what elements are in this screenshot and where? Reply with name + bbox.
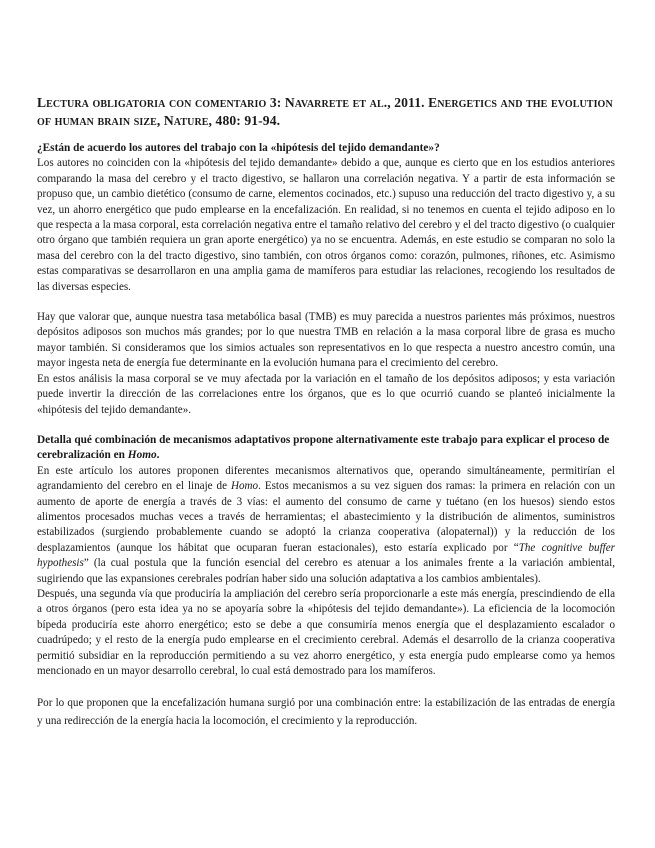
paragraph-1: Los autores no coinciden con la «hipótesis del tejido demandante» debido a que, aunque es cierto que en los estudios anteriores comparando la masa del cerebro y el tracto digestivo, se hallaron una correlación negativa. Y a partir de esta información se propuso que, un cambio dietético (consumo de carne, elementos cocinados, etc.) supuso una reducción del tracto digestivo y, a su vez, un ahorro energético que pudo emplearse en la encefalización. En realidad, si no tenemos en cuenta el tejido adiposo en lo que respecta a la masa corporal, esta correlación negativa entre el tamaño relativo del cerebro y el del tracto digestivo (o cualquier otro órgano que también requiera un gran aporte energético) ya no se encuentra. Además, en este estudio se comparan no solo la masa del cerebro con la del tracto digestivo, sino también, con otros órganos como: corazón, pulmones, riñones, etc. Asimismo estas comparativas se desarrollaron en una amplia gama de mamíferos para estudiar las relaciones, recogiendo los resultados de las diversas especies. (37, 157, 615, 293)
section-mechanisms (37, 433, 615, 731)
paragraph-5: Después, una segunda vía que produciría la ampliación del cerebro sería proporcionarle a este más energía, prescindiendo de ella a otros órganos (pero esta idea ya no se apoyaría sobre la «hipótesis del tejido demandante»). La eficiencia de la locomoción bípeda produciría este ahorro energético; esto se debe a que consumiría menos energía que el desplazamiento escalador o cuadrúpedo; y el resto de la energía pudo emplearse en el crecimiento cerebral. Además el desarrollo de la crianza cooperativa permitió subsidiar en la reproducción permitiendo a su vez ahorro energético, y esta energía pudo emplearse como ya hemos mencionado en un mayor desarrollo cerebral, lo cual está demostrado para los mamíferos. (37, 587, 615, 677)
paragraph-6: Por lo que proponen que la encefalización humana surgió por una combinación entre: la estabilización de las entradas de energía y una redirección de la energía hacia la locomoción, el crecimiento y la reproducción. (37, 697, 615, 728)
section-demanding-tissue (37, 141, 615, 418)
question-2: Detalla qué combinación de mecanismos adaptativos propone alternativamente este trabajo para explicar el proceso de cerebralización en Homo. (37, 433, 610, 462)
paragraph-4: En este artículo los autores proponen diferentes mecanismos alternativos que, operando simultáneamente, permitirían el agrandamiento del cerebro en el linaje de Homo. Estos mecanismos a su vez siguen dos ramas: la primera en relación con un aumento de aporte de energía a través de 3 vías: el aumento del consumo de carne y tuétano (en los huesos) siendo estos alimentos procesados muchas veces a través de herramientas; el abastecimiento y la distribución de alimentos, suministros estabilizados (surgiendo probablemente cuando se adoptó la crianza cooperativa (alopaternal)) y la reducción de los desplazamientos (aunque los hábitat que ocuparan fueran estacionales), esto estaría explicado por “The cognitive buffer hypothesis” (la cual postula que la función esencial del cerebro es atenuar a los animales frente a la variación ambiental, sugiriendo que las expansiones cerebrales podrían haber sido una solución adaptativa a los cambios ambientales). (37, 464, 615, 585)
document-title: Lectura obligatoria con comentario 3: Navarrete et al., 2011. Energetics and the evolution of human brain size, Nature, 480: 91-94. (37, 95, 613, 128)
document-page (37, 94, 615, 730)
paragraph-3: En estos análisis la masa corporal se ve muy afectada por la variación en el tamaño de los depósitos adiposos; y esta variación puede invertir la dirección de las correlaciones entre los órganos, que es lo que ocurrió cuando se planteó inicialmente la «hipótesis del tejido demandante». (37, 372, 615, 416)
question-1: ¿Están de acuerdo los autores del trabajo con la «hipótesis del tejido demandante»? (37, 142, 440, 154)
paragraph-2: Hay que valorar que, aunque nuestra tasa metabólica basal (TMB) es muy parecida a nuestros parientes más próximos, nuestros depósitos adiposos son muchos más grandes; por lo que nuestra TMB en relación a la masa corporal libre de grasa es mucho mayor también. Si consideramos que los simios actuales son representativos en lo que respecta a nuestro ancestro común, una mayor ingesta neta de energía fue determinante en la evolución humana para el crecimiento del cerebro. (37, 311, 615, 370)
